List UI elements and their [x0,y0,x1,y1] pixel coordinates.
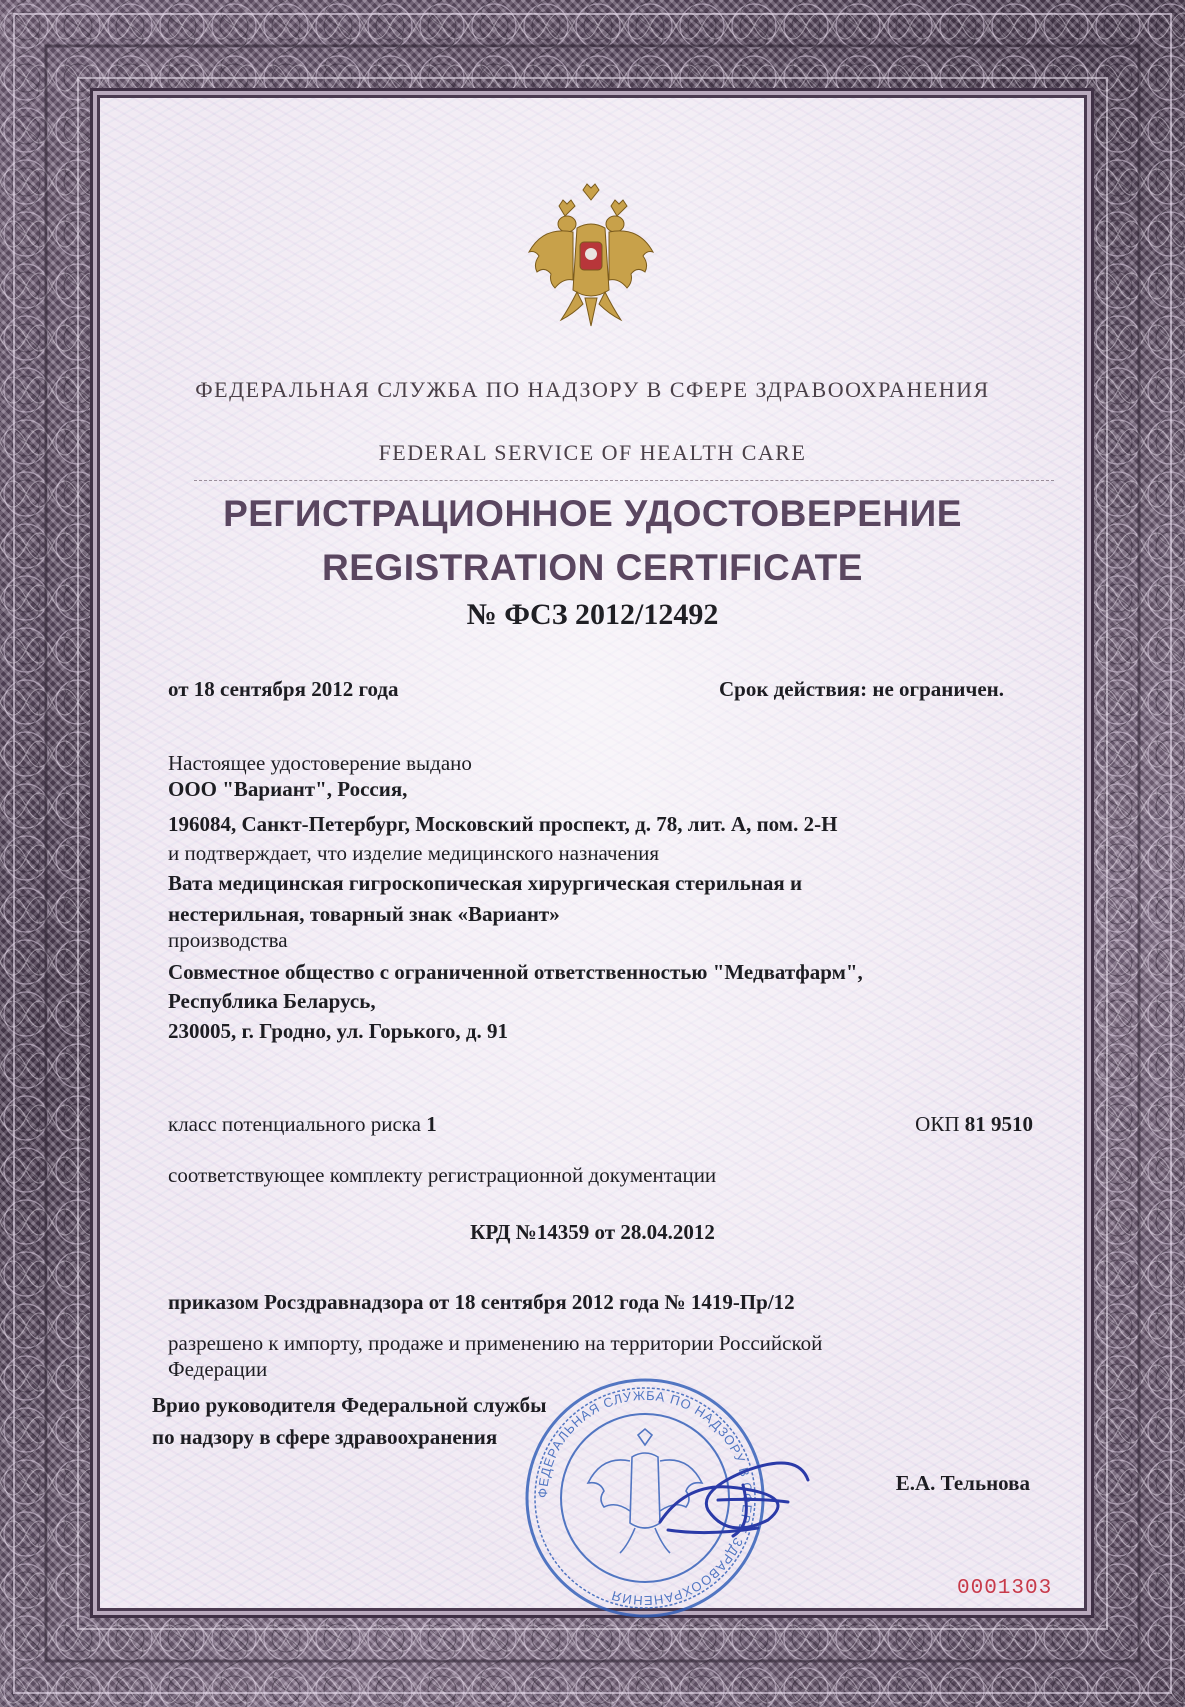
certificate-number: № ФСЗ 2012/12492 [466,598,719,631]
produced-by-label: производства [168,928,288,952]
confirms-label: и подтверждает, что изделие медицинского назначения [168,841,660,865]
order-reference: приказом Росздравнадзора от 18 сентября 2012 года № 1419-Пр/12 [168,1290,795,1314]
signer-position-line2: по надзору в сфере здравоохранения [152,1425,498,1449]
manufacturer-address: 230005, г. Гродно, ул. Горького, д. 91 [168,1019,509,1043]
risk-class-value: 1 [426,1112,437,1136]
risk-class-label: класс потенциального риска [168,1112,421,1136]
document-title-en: REGISTRATION CERTIFICATE [322,547,863,588]
manufacturer-name: Совместное общество с ограниченной ответственностью "Медватфарм", [168,960,863,984]
krd-reference: КРД №14359 от 28.04.2012 [470,1220,715,1244]
holder-name: ООО "Вариант", Россия, [168,777,408,801]
product-name-line2: нестерильная, товарный знак «Вариант» [168,902,560,926]
validity-period: Срок действия: не ограничен. [718,677,1004,701]
issued-to-label: Настоящее удостоверение выдано [168,751,472,775]
header-divider [194,480,1054,481]
signer-position-line1: Врио руководителя Федеральной службы [152,1393,547,1417]
svg-text:ФЕДЕРАЛЬНАЯ СЛУЖБА ПО НАДЗОРУ: ФЕДЕРАЛЬНАЯ СЛУЖБА ПО НАДЗОРУ В СФЕРЕ ЗДРАВООХРАНЕНИЯ [534,1387,756,1609]
okp-label: ОКП [915,1112,960,1136]
okp-value: 81 9510 [964,1112,1033,1136]
agency-name-en: FEDERAL SERVICE OF HEALTH CARE [378,440,807,465]
serial-number: 0001303 [957,1577,1053,1600]
risk-class [168,1112,437,1137]
document-title-ru: РЕГИСТРАЦИОННОЕ УДОСТОВЕРЕНИЕ [223,493,962,534]
manufacturer-country: Республика Беларусь, [168,989,376,1013]
issue-date: от 18 сентября 2012 года [168,677,399,701]
permission-line1: разрешено к импорту, продаже и применению на территории Российской [168,1331,823,1355]
okp-code [915,1112,1033,1137]
handwritten-signature-icon [648,1440,828,1550]
product-name-line1: Вата медицинская гигроскопическая хирургическая стерильная и [168,871,803,895]
permission-line2: Федерации [168,1357,268,1381]
conformity-text: соответствующее комплекту регистрационной документации [168,1163,717,1187]
double-headed-eagle-icon [521,180,661,328]
agency-name-ru: ФЕДЕРАЛЬНАЯ СЛУЖБА ПО НАДЗОРУ В СФЕРЕ ЗДРАВООХРАНЕНИЯ [195,377,990,402]
signer-name: Е.А. Тельнова [895,1471,1030,1495]
holder-address: 196084, Санкт-Петербург, Московский проспект, д. 78, лит. А, пом. 2-Н [168,812,838,836]
